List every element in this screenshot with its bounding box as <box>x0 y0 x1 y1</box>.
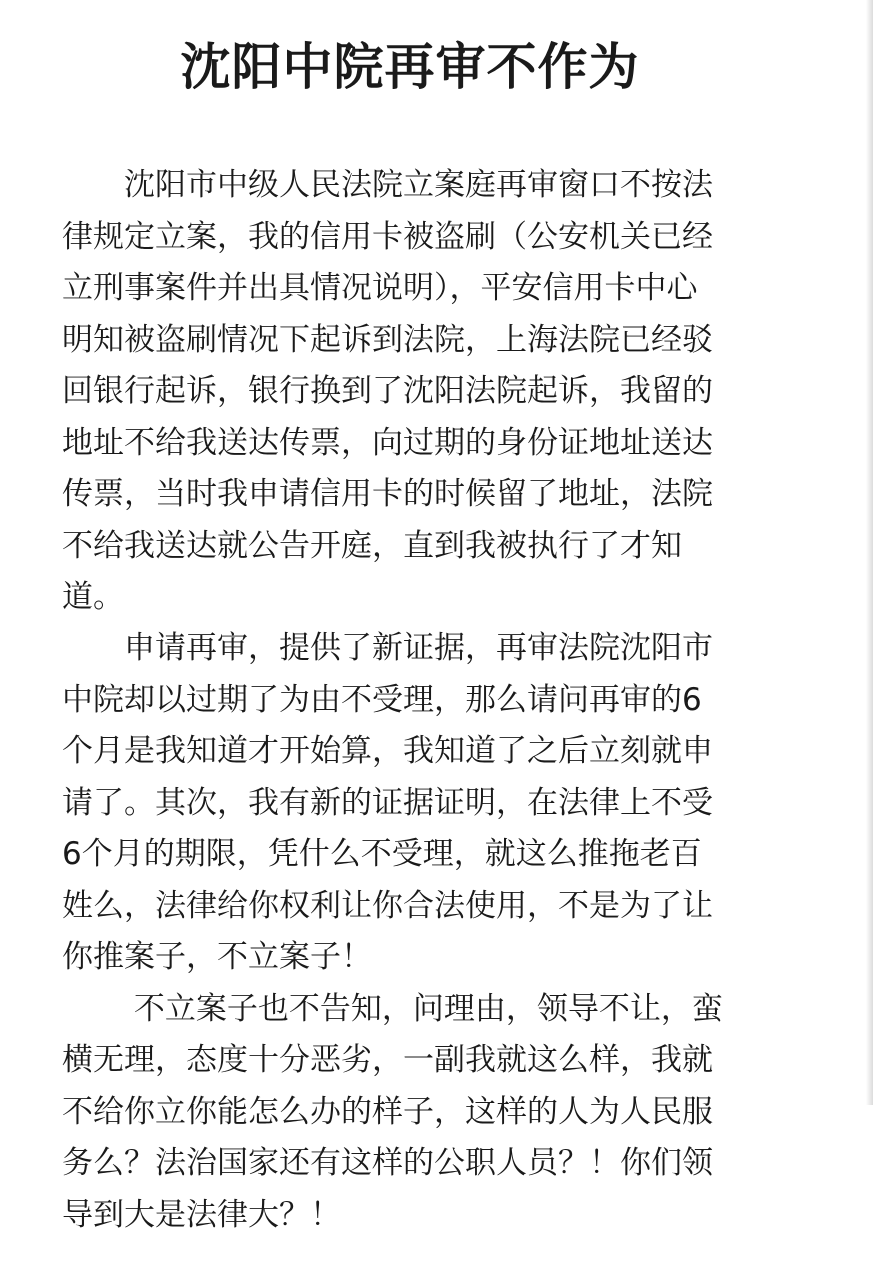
body-line-15: 姓么，法律给你权利让你合法使用，不是为了让 <box>62 888 713 924</box>
body-line-8: 不给我送达就公告开庭，直到我被执行了才知 <box>62 528 682 564</box>
body-line-1: 沈阳市中级人民法院立案庭再审窗口不按法 <box>62 167 713 203</box>
body-line-18: 横无理，态度十分恶劣，一副我就这么样，我就 <box>62 1042 713 1078</box>
body-line-19: 不给你立你能怎么办的样子，这样的人为人民服 <box>62 1094 713 1130</box>
body-line-12: 个月是我知道才开始算，我知道了之后立刻就申 <box>62 733 713 769</box>
body-line-6: 地址不给我送达传票，向过期的身份证地址送达 <box>62 425 713 461</box>
body-line-14: 6个月的期限，凭什么不受理，就这么推拖老百 <box>62 836 702 872</box>
body-line-9: 道。 <box>62 579 124 615</box>
body-line-7: 传票，当时我申请信用卡的时候留了地址，法院 <box>62 476 713 512</box>
page-edge-divider <box>866 0 873 1105</box>
body-line-10: 申请再审，提供了新证据，再审法院沈阳市 <box>62 630 713 666</box>
body-line-4: 明知被盗刷情况下起诉到法院，上海法院已经驳 <box>62 322 713 358</box>
body-line-13: 请了。其次，我有新的证据证明，在法律上不受 <box>62 785 713 821</box>
body-line-3: 立刑事案件并出具情况说明），平安信用卡中心 <box>62 270 698 306</box>
body-line-21: 导到大是法律大？！ <box>62 1197 341 1233</box>
body-line-17: 不立案子也不告知，问理由，领导不让，蛮 <box>62 991 723 1027</box>
body-line-16: 你推案子，不立案子！ <box>62 939 372 975</box>
body-line-2: 律规定立案，我的信用卡被盗刷（公安机关已经 <box>62 219 713 255</box>
body-line-11: 中院却以过期了为由不受理，那么请问再审的6 <box>62 682 702 718</box>
document-title: 沈阳中院再审不作为 <box>180 38 640 96</box>
body-line-20: 务么？法治国家还有这样的公职人员？！你们领 <box>62 1145 713 1181</box>
body-line-5: 回银行起诉，银行换到了沈阳法院起诉，我留的 <box>62 373 713 409</box>
